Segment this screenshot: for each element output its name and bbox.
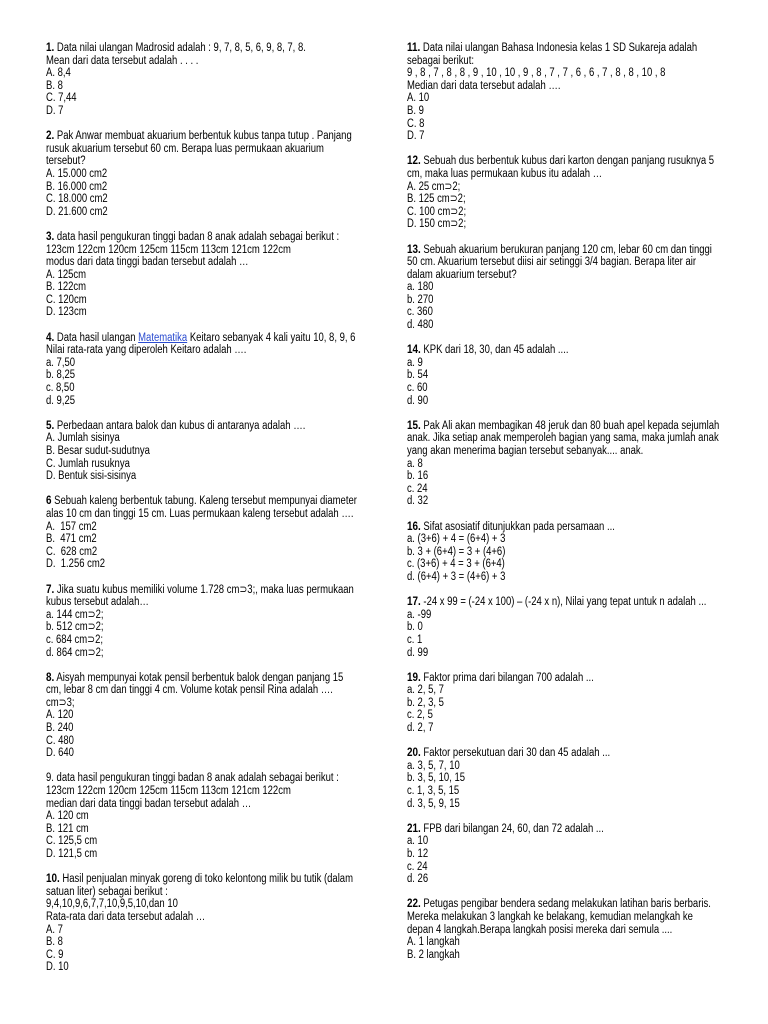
left-column: [46, 42, 368, 987]
question-text: Sebuah kaleng berbentuk tabung. Kaleng tersebut mempunyai diameter: [54, 495, 357, 508]
question-number: 15.: [407, 417, 421, 432]
question-text-line: [46, 669, 368, 685]
answer-option: A. Jumlah sisinya: [46, 432, 120, 445]
answer-option: a. 144 cm⊃2;: [46, 608, 104, 621]
question-text-line: [46, 873, 368, 886]
question-text: Aisyah mempunyai kotak pensil berbentuk balok dengan panjang 15: [56, 671, 344, 684]
question-text-line: [407, 241, 729, 257]
question-4: [46, 329, 368, 408]
question-17: [407, 596, 729, 659]
answer-option: d. 480: [407, 319, 434, 332]
answer-option: D. 7: [407, 130, 425, 143]
question-text-line: [407, 518, 729, 534]
question-text-line: [407, 80, 729, 93]
answer-option: b. 16: [407, 470, 429, 483]
question-text: Nilai rata-rata yang diperoleh Keitaro adalah ….: [46, 344, 247, 357]
question-number: 20.: [407, 745, 421, 760]
answer-option: c. 60: [407, 382, 428, 395]
answer-option: D. Bentuk sisi-sisinya: [46, 470, 137, 483]
answer-option: a. 9: [407, 356, 423, 369]
answer-option: B. 8: [46, 936, 63, 949]
question-number: 13.: [407, 241, 421, 256]
question-5: [46, 417, 368, 483]
question-2: [46, 130, 368, 218]
question-text: Mereka melakukan 3 langkah ke belakang, kemudian melangkah ke: [407, 910, 693, 923]
question-text: Keitaro sebanyak 4 kali yaitu 10, 8, 9, 6: [187, 331, 356, 344]
question-text: rusuk akuarium tersebut 60 cm. Berapa luas permukaan akuarium: [46, 142, 324, 155]
answer-option: C. Jumlah rusuknya: [46, 457, 130, 470]
question-text-line: [407, 42, 729, 55]
question-text: Pak Ali akan membagikan 48 jeruk dan 80 buah apel kepada sejumlah: [423, 419, 720, 432]
question-number: 4.: [46, 329, 55, 344]
question-text: Mean dari data tersebut adalah . . . .: [46, 54, 199, 67]
question-text-line: [46, 130, 368, 143]
question-text-line: [407, 898, 729, 911]
answer-option: d. (6+4) + 3 = (4+6) + 3: [407, 570, 506, 583]
answer-option: c. 684 cm⊃2;: [46, 633, 104, 646]
question-text: Data nilai ulangan Madrosid adalah : 9, 7, 8, 5, 6, 9, 8, 7, 8.: [56, 42, 306, 54]
answer-option: b. 8,25: [46, 369, 76, 382]
answer-option: b. 12: [407, 848, 429, 860]
answer-option: D. 123cm: [46, 306, 87, 319]
answer-option: d. 99: [407, 646, 429, 659]
answer-option: D. 150 cm⊃2;: [407, 218, 467, 231]
question-text: 123cm 122cm 120cm 125cm 115cm 113cm 121cm 122cm: [46, 243, 291, 256]
answer-option: C. 120cm: [46, 293, 87, 306]
question-text: modus dari data tinggi badan tersebut adalah …: [46, 256, 249, 269]
question-text: satuan liter) sebagai berikut :: [46, 885, 168, 898]
answer-option: c. 8,50: [46, 382, 75, 395]
question-text: sebagai berikut:: [407, 54, 474, 67]
answer-option: a. -99: [407, 608, 432, 621]
answer-option: a. 180: [407, 281, 434, 294]
question-text: Data nilai ulangan Bahasa Indonesia kelas 1 SD Sukareja adalah: [422, 42, 698, 54]
answer-option: A. 120: [46, 709, 74, 722]
question-number: 5.: [46, 417, 55, 432]
question-text-line: [46, 155, 368, 168]
answer-option: B. 9: [407, 104, 424, 117]
question-text-line: [46, 55, 368, 68]
question-text-line: [46, 886, 368, 899]
answer-option: C. 8: [407, 117, 425, 130]
question-text: alas 10 cm dan tinggi 15 cm. Luas permukaan kaleng tersebut adalah ….: [46, 507, 354, 520]
answer-option: D. 640: [46, 747, 74, 760]
question-20: [407, 747, 729, 810]
question-number: 3.: [46, 228, 55, 243]
answer-option: A. 8,4: [46, 67, 71, 80]
question-text: data hasil pengukuran tinggi badan 8 anak adalah sebagai berikut :: [56, 772, 339, 785]
question-9: [46, 772, 368, 860]
question-number: 2.: [46, 128, 55, 143]
question-text: Hasil penjualan minyak goreng di toko kelontong milik bu tutik (dalam: [62, 873, 353, 886]
question-7: [46, 581, 368, 660]
question-text-line: [46, 329, 368, 345]
question-text-line: [46, 596, 368, 609]
answer-option: C. 9: [46, 948, 64, 961]
question-number: 7.: [46, 581, 55, 596]
question-text: tersebut?: [46, 155, 86, 168]
answer-option: B. 240: [46, 722, 74, 735]
answer-option: B. 471 cm2: [46, 533, 97, 546]
question-text-line: [407, 344, 729, 357]
answer-option: D. 121,5 cm: [46, 848, 98, 860]
question-text-line: [407, 155, 729, 168]
answer-option: B. 2 langkah: [407, 948, 460, 961]
question-text: 50 cm. Akuarium tersebut diisi air setinggi 3/4 bagian. Berapa liter air: [407, 256, 696, 269]
question-19: [407, 669, 729, 735]
question-number: 14.: [407, 342, 421, 357]
answer-option: b. 0: [407, 621, 423, 634]
answer-option: A. 1 langkah: [407, 936, 460, 949]
answer-option: a. 8: [407, 457, 423, 470]
question-text-line: [46, 143, 368, 156]
answer-option: b. 54: [407, 369, 429, 382]
answer-option: A. 120 cm: [46, 810, 89, 823]
question-number: 10.: [46, 871, 60, 886]
question-text: dalam akuarium tersebut?: [407, 268, 517, 281]
question-text: Sebuah akuarium berukuran panjang 120 cm, lebar 60 cm dan tinggi: [423, 243, 712, 256]
answer-option: D. 7: [46, 104, 64, 117]
question-number: 16.: [407, 518, 421, 533]
question-text: Petugas pengibar bendera sedang melakukan latihan baris berbaris.: [423, 898, 711, 911]
question-14: [407, 344, 729, 407]
question-text: Sebuah dus berbentuk kubus dari karton dengan panjang rusuknya 5: [423, 155, 715, 168]
answer-option: B. Besar sudut-sudutnya: [46, 445, 150, 457]
question-text: median dari data tinggi badan tersebut adalah …: [46, 797, 252, 810]
answer-option: C. 100 cm⊃2;: [407, 205, 467, 218]
question-3: [46, 228, 368, 319]
question-number: 22.: [407, 896, 421, 911]
question-text-line: [46, 495, 368, 508]
answer-option: B. 121 cm: [46, 822, 89, 835]
answer-option: d. 9,25: [46, 394, 76, 407]
answer-option: A. 7: [46, 923, 63, 936]
question-text: cm, lebar 8 cm dan tinggi 4 cm. Volume kotak pensil Rina adalah ….: [46, 684, 333, 697]
answer-option: d. 32: [407, 495, 429, 508]
question-text-line: [46, 228, 368, 244]
question-text: Faktor persekutuan dari 30 dan 45 adalah ...: [423, 747, 611, 760]
question-text-line: [407, 55, 729, 68]
question-text: Faktor prima dari bilangan 700 adalah ...: [423, 671, 594, 684]
answer-option: A. 25 cm⊃2;: [407, 180, 461, 193]
question-text-line: [46, 508, 368, 521]
question-number: 21.: [407, 820, 421, 835]
answer-option: a. (3+6) + 4 = (6+4) + 3: [407, 533, 506, 546]
question-text-line: [46, 344, 368, 357]
question-text: cm⊃3;: [46, 696, 75, 709]
question-text-line: [407, 747, 729, 760]
question-text-line: [46, 772, 368, 785]
question-text: 9,4,10,9,6,7,7,10,9,5,10,dan 10: [46, 898, 178, 911]
question-16: [407, 518, 729, 584]
question-number: 6: [46, 493, 52, 508]
answer-option: c. 360: [407, 306, 433, 319]
question-text-line: [407, 596, 729, 609]
answer-option: c. 1, 3, 5, 15: [407, 785, 460, 798]
answer-option: c. 2, 5: [407, 709, 433, 722]
answer-option: c. 24: [407, 860, 428, 873]
question-text-line: [46, 697, 368, 710]
question-text: Perbedaan antara balok dan kubus di antaranya adalah ….: [56, 419, 306, 432]
question-text: anak. Jika setiap anak memperoleh bagian yang sama, maka jumlah anak: [407, 432, 719, 445]
question-text: KPK dari 18, 30, dan 45 adalah ....: [423, 344, 569, 357]
question-text-line: [407, 269, 729, 282]
answer-option: c. 1: [407, 633, 423, 646]
question-text-line: [46, 417, 368, 433]
answer-option: b. 270: [407, 293, 434, 306]
question-10: [46, 873, 368, 974]
question-22: [407, 898, 729, 961]
matematika-link[interactable]: Matematika: [138, 331, 188, 344]
question-text-line: [407, 168, 729, 181]
question-text-line: [46, 798, 368, 811]
question-11: [407, 42, 729, 143]
question-text-line: [46, 581, 368, 597]
answer-option: c. 24: [407, 482, 428, 495]
right-column: [407, 42, 729, 974]
question-number: 12.: [407, 153, 421, 168]
question-text: Pak Anwar membuat akuarium berbentuk kubus tanpa tutup . Panjang: [56, 130, 352, 143]
question-text: depan 4 langkah.Berapa langkah posisi mereka dari semula ....: [407, 923, 673, 936]
question-text-line: [46, 684, 368, 697]
question-text-line: [46, 898, 368, 911]
answer-option: A. 15.000 cm2: [46, 167, 108, 180]
question-text: Sifat asosiatif ditunjukkan pada persamaan ...: [423, 520, 615, 533]
question-text-line: [407, 911, 729, 924]
answer-option: b. 3, 5, 10, 15: [407, 772, 466, 785]
question-text-line: [407, 445, 729, 458]
question-text: yang akan menerima bagian tersebut sebanyak.... anak.: [407, 445, 644, 457]
answer-option: D. 21.600 cm2: [46, 205, 108, 218]
question-21: [407, 820, 729, 886]
question-text-line: [46, 785, 368, 798]
question-number: 11.: [407, 40, 421, 54]
question-text-line: [407, 256, 729, 269]
answer-option: a. 10: [407, 835, 429, 848]
answer-option: A. 10: [407, 92, 430, 105]
answer-option: A. 157 cm2: [46, 520, 97, 533]
answer-option: a. 2, 5, 7: [407, 684, 444, 697]
answer-option: b. 2, 3, 5: [407, 696, 444, 709]
answer-option: c. (3+6) + 4 = 3 + (6+4): [407, 558, 505, 571]
question-text: Data hasil ulangan: [56, 331, 139, 344]
answer-option: B. 122cm: [46, 281, 87, 294]
answer-option: B. 16.000 cm2: [46, 180, 108, 193]
answer-option: C. 628 cm2: [46, 545, 98, 558]
answer-option: C. 125,5 cm: [46, 835, 98, 848]
answer-option: d. 864 cm⊃2;: [46, 646, 104, 659]
question-1: [46, 42, 368, 118]
question-15: [407, 417, 729, 508]
question-number: 8.: [46, 669, 55, 684]
question-text: Jika suatu kubus memiliki volume 1.728 cm⊃3;, maka luas permukaan: [56, 583, 354, 596]
answer-option: b. 512 cm⊃2;: [46, 621, 104, 634]
answer-option: C. 480: [46, 734, 74, 747]
answer-option: b. 3 + (6+4) = 3 + (4+6): [407, 545, 506, 558]
question-text-line: [46, 911, 368, 924]
question-text: data hasil pengukuran tinggi badan 8 anak adalah sebagai berikut :: [56, 230, 340, 243]
answer-option: A. 125cm: [46, 268, 87, 281]
question-text-line: [46, 256, 368, 269]
answer-option: B. 125 cm⊃2;: [407, 193, 466, 206]
question-text-line: [407, 669, 729, 685]
answer-option: a. 3, 5, 7, 10: [407, 759, 460, 772]
answer-option: D. 10: [46, 961, 69, 974]
question-text: kubus tersebut adalah…: [46, 596, 149, 609]
question-text: Median dari data tersebut adalah ….: [407, 79, 561, 92]
answer-option: C. 7,44: [46, 92, 77, 105]
question-text: 9 , 8 , 7 , 8 , 8 , 9 , 10 , 10 , 9 , 8 , 7 , 7 , 6 , 6 , 7 , 8 , 8 , 10 , 8: [407, 67, 666, 80]
answer-option: B. 8: [46, 79, 63, 92]
question-text-line: [407, 432, 729, 445]
question-13: [407, 241, 729, 332]
question-text: FPB dari bilangan 24, 60, dan 72 adalah ...: [423, 822, 604, 835]
answer-option: d. 26: [407, 873, 429, 886]
question-text: 123cm 122cm 120cm 125cm 115cm 113cm 121cm 122cm: [46, 785, 291, 798]
question-number: 17.: [407, 594, 421, 609]
question-text-line: [46, 244, 368, 257]
question-6: [46, 495, 368, 571]
answer-option: d. 90: [407, 394, 429, 407]
question-text-line: [46, 42, 368, 55]
question-number: 9.: [46, 772, 54, 785]
question-text-line: [407, 820, 729, 836]
question-number: 1.: [46, 40, 55, 54]
question-text: Rata-rata dari data tersebut adalah …: [46, 910, 206, 923]
answer-option: C. 18.000 cm2: [46, 193, 108, 206]
question-12: [407, 155, 729, 231]
question-text: cm, maka luas permukaan kubus itu adalah …: [407, 167, 603, 180]
answer-option: D. 1.256 cm2: [46, 558, 106, 571]
question-8: [46, 669, 368, 760]
question-text-line: [407, 67, 729, 80]
answer-option: d. 3, 5, 9, 15: [407, 797, 460, 810]
answer-option: a. 7,50: [46, 356, 76, 369]
answer-option: d. 2, 7: [407, 722, 434, 735]
question-number: 19.: [407, 669, 421, 684]
question-text: -24 x 99 = (-24 x 100) – (-24 x n), Nilai yang tepat untuk n adalah ...: [423, 596, 707, 609]
question-text-line: [407, 417, 729, 433]
question-text-line: [407, 924, 729, 937]
